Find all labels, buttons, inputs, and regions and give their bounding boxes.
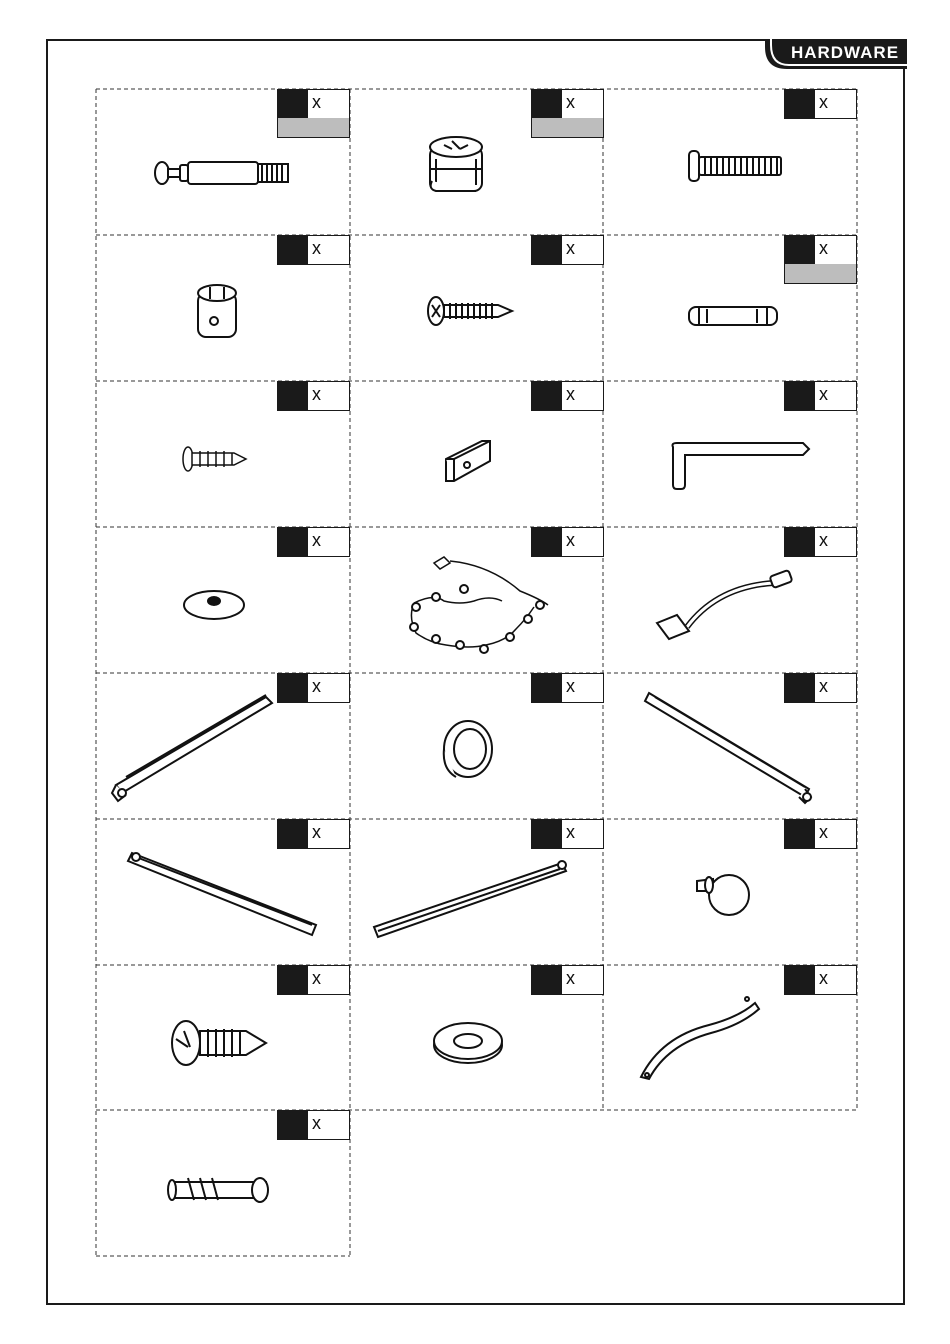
part-cell-q <box>350 819 604 965</box>
part-cell-p <box>96 819 350 965</box>
drawer-slide-right-icon <box>603 673 857 819</box>
wood-screw-icon <box>350 235 604 381</box>
quantity-box: x <box>277 89 350 119</box>
part-cell-e <box>350 235 604 381</box>
cam-lock-icon <box>350 89 604 235</box>
quantity-box: x <box>277 965 350 995</box>
part-cell-k <box>350 527 604 673</box>
part-cell-s <box>96 965 350 1111</box>
part-cell-c <box>603 89 857 235</box>
part-cell-d <box>96 235 350 381</box>
quantity-box: x <box>784 673 857 703</box>
anti-tip-strap-icon <box>603 965 857 1111</box>
section-title: HARDWARE <box>790 43 900 62</box>
part-cell-n <box>350 673 604 819</box>
part-cell-o <box>603 673 857 819</box>
part-cell-v <box>96 1110 350 1256</box>
part-cell-a <box>96 89 350 235</box>
quantity-box: x <box>531 381 604 411</box>
quantity-box: x <box>784 965 857 995</box>
quantity-box: x <box>531 673 604 703</box>
knob-icon <box>603 819 857 965</box>
grommet-icon <box>350 673 604 819</box>
cabinet-rail-left-icon <box>96 819 350 965</box>
part-cell-b <box>350 89 604 235</box>
quantity-box: x <box>784 89 857 119</box>
allen-key-icon <box>603 381 857 527</box>
part-cell-g <box>96 381 350 527</box>
drawer-slide-left-icon <box>96 673 350 819</box>
quantity-box: x <box>277 235 350 265</box>
part-cell-f <box>603 235 857 381</box>
part-cell-h <box>350 381 604 527</box>
quantity-box: x <box>277 673 350 703</box>
quantity-box: x <box>531 965 604 995</box>
quantity-box: x <box>531 527 604 557</box>
part-cell-t <box>350 965 604 1111</box>
short-screw-icon <box>96 381 350 527</box>
part-cell-m <box>96 673 350 819</box>
light-string-icon <box>350 527 604 673</box>
part-cell-r <box>603 819 857 965</box>
quantity-box: x <box>277 527 350 557</box>
quantity-box: x <box>277 381 350 411</box>
part-cell-u <box>603 965 857 1111</box>
power-cable-icon <box>603 527 857 673</box>
flat-washer-icon <box>350 965 604 1111</box>
spacer-block-icon <box>350 381 604 527</box>
wood-dowel-icon <box>603 235 857 381</box>
quantity-box: x <box>784 235 857 265</box>
quantity-box: x <box>784 527 857 557</box>
washer-disc-icon <box>96 527 350 673</box>
barrel-nut-icon <box>96 235 350 381</box>
truss-screw-icon <box>96 965 350 1111</box>
quantity-box: x <box>277 819 350 849</box>
wall-anchor-icon <box>96 1110 350 1256</box>
cam-bolt-icon <box>96 89 350 235</box>
part-cell-j <box>96 527 350 673</box>
part-cell-l <box>603 527 857 673</box>
part-cell-i <box>603 381 857 527</box>
quantity-box: x <box>784 819 857 849</box>
machine-bolt-icon <box>603 89 857 235</box>
cabinet-rail-right-icon <box>350 819 604 965</box>
quantity-box: x <box>784 381 857 411</box>
quantity-box: x <box>531 235 604 265</box>
quantity-box: x <box>277 1110 350 1140</box>
quantity-box: x <box>531 819 604 849</box>
quantity-box: x <box>531 89 604 119</box>
